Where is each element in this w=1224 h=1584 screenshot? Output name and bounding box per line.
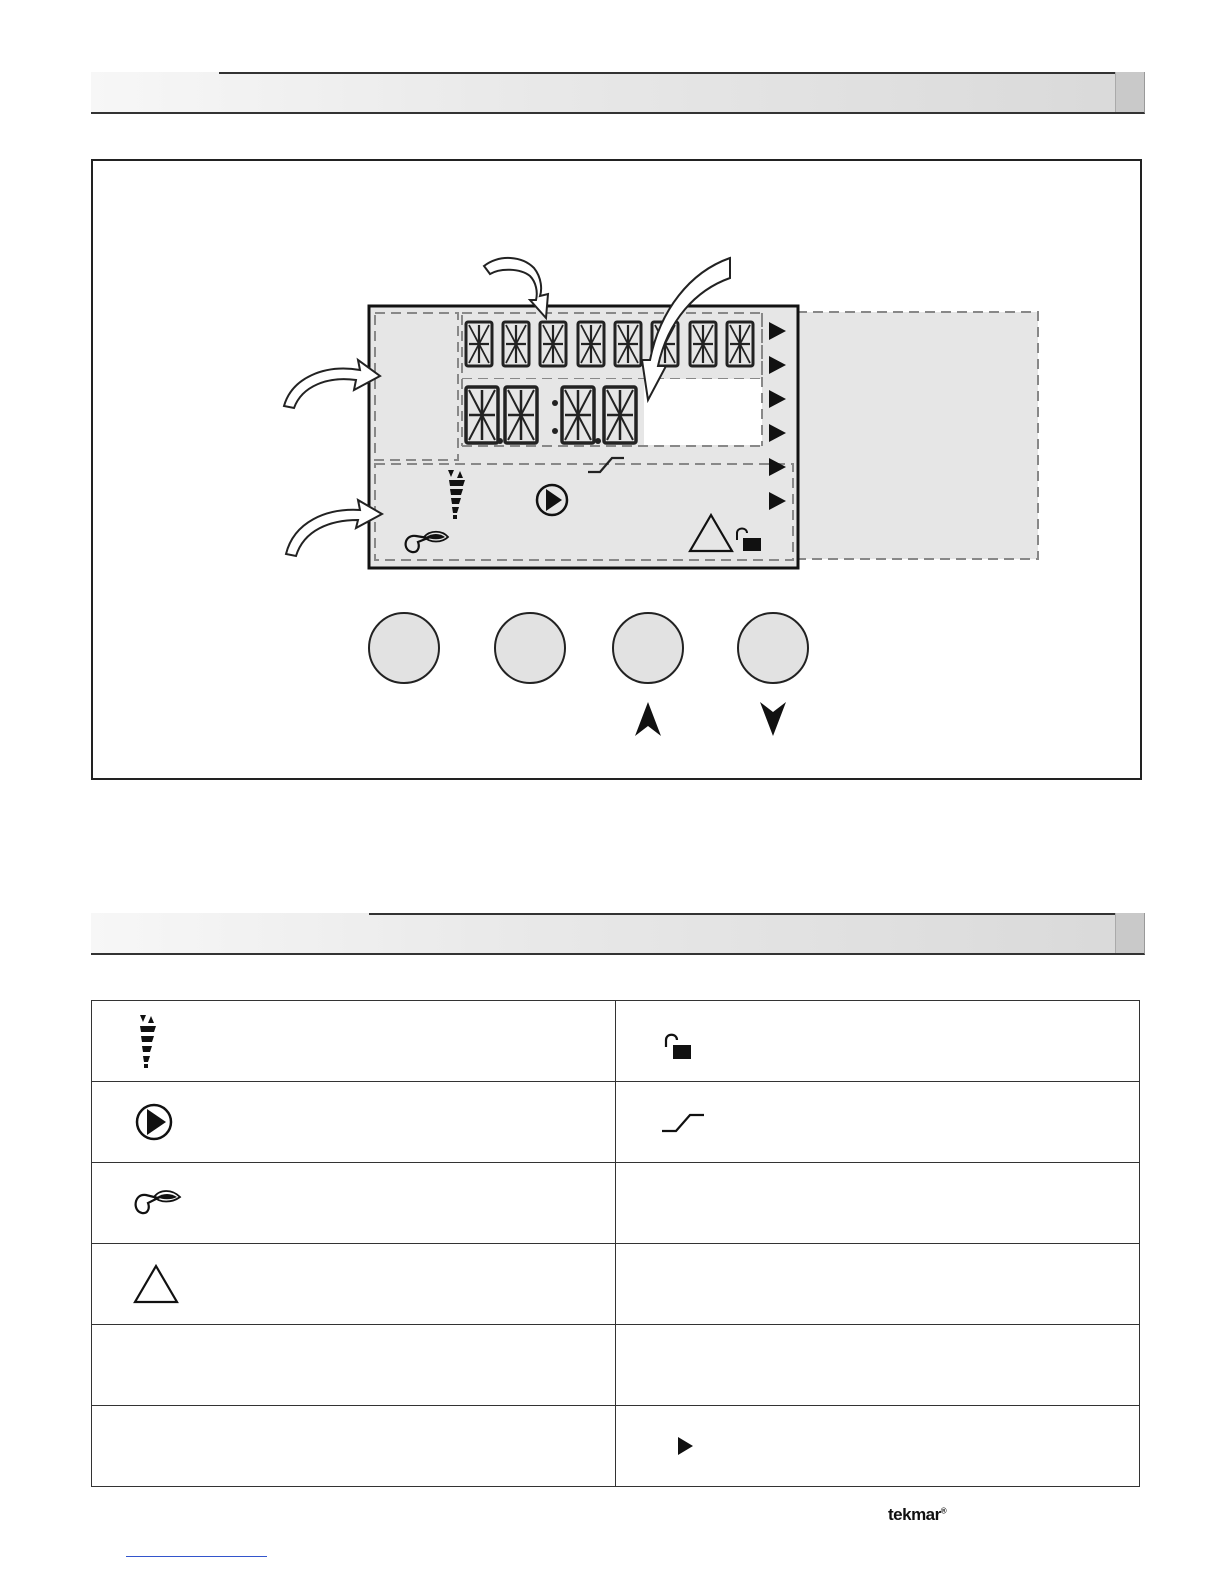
- pump-icon: [132, 1100, 176, 1144]
- legend-cell: [92, 1325, 616, 1406]
- button-4[interactable]: [738, 613, 808, 683]
- callout-arrow-left-region: [284, 360, 380, 408]
- burner-flame-icon: [132, 1186, 184, 1220]
- burner-stage-icon: [132, 1013, 162, 1069]
- brand-logo: tekmar®: [888, 1505, 947, 1524]
- lock-icon: [660, 1029, 700, 1069]
- table-row: [92, 1406, 1140, 1487]
- legend-cell: [616, 1406, 1140, 1487]
- legend-cell: [616, 1082, 1140, 1163]
- symbol-legend-table: [91, 1000, 1140, 1487]
- legend-cell: [92, 1001, 616, 1082]
- warning-triangle-icon: [132, 1263, 180, 1305]
- table-row: [92, 1325, 1140, 1406]
- ramp-icon: [660, 1107, 710, 1137]
- legend-cell: [616, 1001, 1140, 1082]
- button-1[interactable]: [369, 613, 439, 683]
- button-2[interactable]: [495, 613, 565, 683]
- down-arrow-icon: [760, 702, 786, 736]
- legend-cell: [616, 1244, 1140, 1325]
- legend-cell: [616, 1325, 1140, 1406]
- pointer-icon: [676, 1435, 696, 1457]
- table-row: [92, 1082, 1140, 1163]
- pointer-label-panel: [797, 312, 1038, 559]
- legend-cell: [92, 1082, 616, 1163]
- section-header-bar-symbols: [91, 913, 1145, 955]
- footer-link-underline[interactable]: [126, 1556, 267, 1557]
- legend-cell: [92, 1244, 616, 1325]
- up-arrow-icon: [635, 702, 661, 736]
- table-row: [92, 1244, 1140, 1325]
- legend-cell: [616, 1163, 1140, 1244]
- table-row: [92, 1001, 1140, 1082]
- legend-cell: [92, 1163, 616, 1244]
- control-buttons: [369, 613, 808, 736]
- legend-cell: [92, 1406, 616, 1487]
- button-3[interactable]: [613, 613, 683, 683]
- table-row: [92, 1163, 1140, 1244]
